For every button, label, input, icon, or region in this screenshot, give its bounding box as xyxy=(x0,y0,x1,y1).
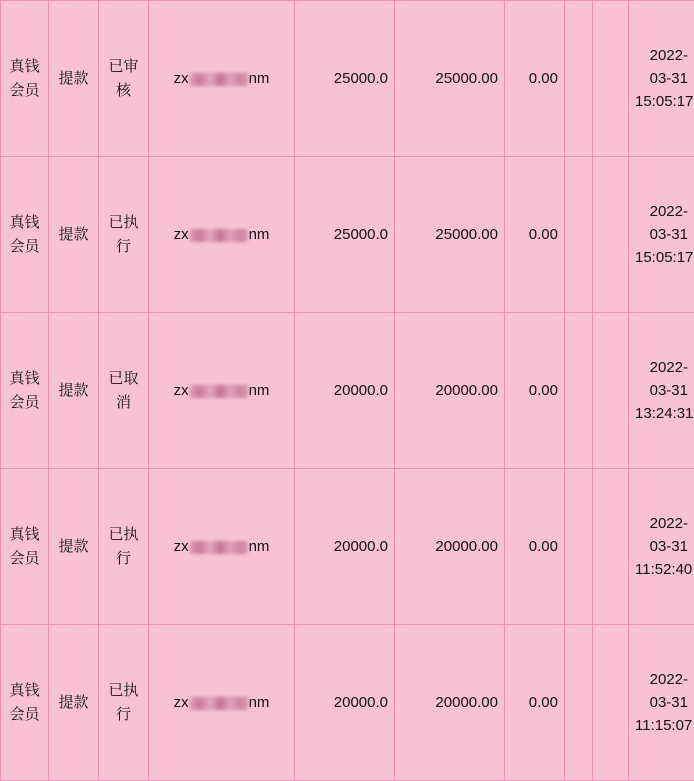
cell-amount: 25000.0 xyxy=(295,1,395,157)
account-suffix: nm xyxy=(249,223,270,246)
table-row[interactable] xyxy=(1,313,694,469)
account-value xyxy=(174,379,270,402)
account-suffix: nm xyxy=(249,535,270,558)
cell-status xyxy=(99,625,149,781)
cell-fee: 0.00 xyxy=(505,625,565,781)
cell-datetime xyxy=(629,469,694,625)
cell-fee: 0.00 xyxy=(505,469,565,625)
account-value xyxy=(174,223,270,246)
transaction-type-label: 提款 xyxy=(55,535,92,558)
cell-amount-received: 20000.00 xyxy=(395,469,505,625)
date-value: 2022-03-31 xyxy=(635,200,688,247)
table-body xyxy=(1,1,694,781)
cell-account xyxy=(149,313,295,469)
date-value: 2022-03-31 xyxy=(635,512,688,559)
account-prefix: zx xyxy=(174,223,189,246)
cell-member-type xyxy=(1,625,49,781)
cell-blank-1 xyxy=(565,625,593,781)
account-prefix: zx xyxy=(174,379,189,402)
account-value xyxy=(174,691,270,714)
transaction-type-label: 提款 xyxy=(55,691,92,714)
account-value xyxy=(174,67,270,90)
transaction-type-label: 提款 xyxy=(55,379,92,402)
member-type-label: 真钱会员 xyxy=(7,523,42,570)
status-label: 已执行 xyxy=(105,679,142,726)
cell-amount: 25000.0 xyxy=(295,157,395,313)
cell-datetime xyxy=(629,313,694,469)
cell-status xyxy=(99,1,149,157)
cell-member-type xyxy=(1,1,49,157)
cell-fee: 0.00 xyxy=(505,157,565,313)
cell-blank-2 xyxy=(593,157,629,313)
cell-amount: 20000.0 xyxy=(295,469,395,625)
time-value: 13:24:31 xyxy=(635,402,688,425)
cell-blank-1 xyxy=(565,1,593,157)
cell-status xyxy=(99,469,149,625)
cell-blank-2 xyxy=(593,625,629,781)
cell-account xyxy=(149,625,295,781)
cell-blank-2 xyxy=(593,313,629,469)
cell-status xyxy=(99,157,149,313)
status-label: 已取消 xyxy=(105,367,142,414)
status-label: 已执行 xyxy=(105,523,142,570)
transaction-type-label: 提款 xyxy=(55,223,92,246)
cell-blank-1 xyxy=(565,469,593,625)
member-type-label: 真钱会员 xyxy=(7,211,42,258)
table-row[interactable] xyxy=(1,469,694,625)
time-value: 15:05:17 xyxy=(635,246,688,269)
date-value: 2022-03-31 xyxy=(635,356,688,403)
cell-fee: 0.00 xyxy=(505,1,565,157)
cell-transaction-type xyxy=(49,625,99,781)
member-type-label: 真钱会员 xyxy=(7,367,42,414)
cell-blank-1 xyxy=(565,313,593,469)
cell-member-type xyxy=(1,313,49,469)
cell-blank-1 xyxy=(565,157,593,313)
cell-amount: 20000.0 xyxy=(295,625,395,781)
cell-member-type xyxy=(1,469,49,625)
account-suffix: nm xyxy=(249,67,270,90)
account-prefix: zx xyxy=(174,67,189,90)
transaction-type-label: 提款 xyxy=(55,67,92,90)
account-prefix: zx xyxy=(174,535,189,558)
cell-amount-received: 20000.00 xyxy=(395,313,505,469)
redaction-blur xyxy=(190,697,248,710)
account-suffix: nm xyxy=(249,379,270,402)
cell-member-type xyxy=(1,157,49,313)
account-suffix: nm xyxy=(249,691,270,714)
cell-datetime xyxy=(629,157,694,313)
table-row[interactable] xyxy=(1,625,694,781)
redaction-blur xyxy=(190,73,248,86)
date-value: 2022-03-31 xyxy=(635,668,688,715)
cell-amount-received: 25000.00 xyxy=(395,1,505,157)
cell-transaction-type xyxy=(49,157,99,313)
cell-amount: 20000.0 xyxy=(295,313,395,469)
cell-account xyxy=(149,1,295,157)
cell-datetime xyxy=(629,625,694,781)
cell-account xyxy=(149,469,295,625)
cell-transaction-type xyxy=(49,1,99,157)
status-label: 已执行 xyxy=(105,211,142,258)
table-row[interactable] xyxy=(1,1,694,157)
cell-blank-2 xyxy=(593,469,629,625)
cell-fee: 0.00 xyxy=(505,313,565,469)
time-value: 11:52:40 xyxy=(635,558,688,581)
member-type-label: 真钱会员 xyxy=(7,679,42,726)
cell-status xyxy=(99,313,149,469)
time-value: 15:05:17 xyxy=(635,90,688,113)
redaction-blur xyxy=(190,385,248,398)
cell-account xyxy=(149,157,295,313)
cell-blank-2 xyxy=(593,1,629,157)
cell-amount-received: 25000.00 xyxy=(395,157,505,313)
cell-transaction-type xyxy=(49,469,99,625)
redaction-blur xyxy=(190,229,248,242)
member-type-label: 真钱会员 xyxy=(7,55,42,102)
time-value: 11:15:07 xyxy=(635,714,688,737)
redaction-blur xyxy=(190,541,248,554)
table-row[interactable] xyxy=(1,157,694,313)
date-value: 2022-03-31 xyxy=(635,44,688,91)
account-value xyxy=(174,535,270,558)
account-prefix: zx xyxy=(174,691,189,714)
cell-amount-received: 20000.00 xyxy=(395,625,505,781)
cell-datetime xyxy=(629,1,694,157)
status-label: 已审核 xyxy=(105,55,142,102)
cell-transaction-type xyxy=(49,313,99,469)
